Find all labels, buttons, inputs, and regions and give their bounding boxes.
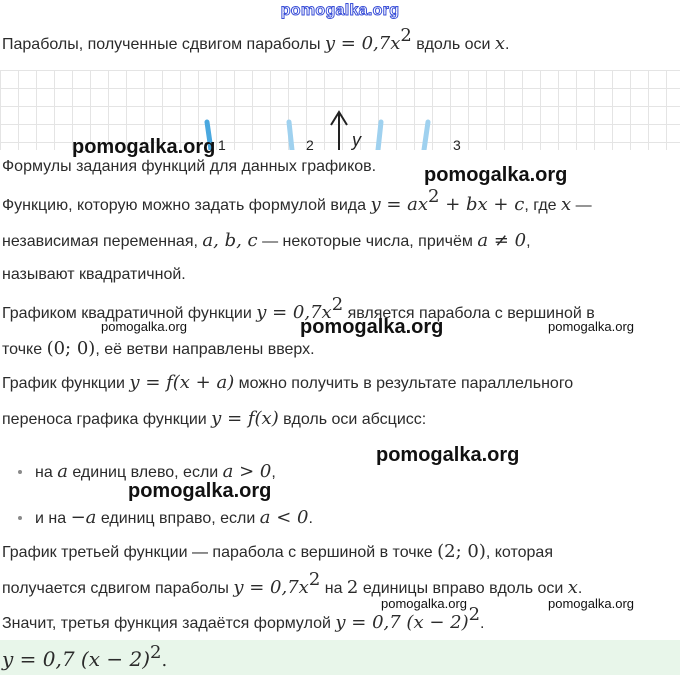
third-vertex: (2; 0) (437, 541, 486, 562)
def-condition: a ≠ 0 (477, 230, 527, 251)
site-header-logo[interactable]: pomogalka.org (280, 2, 400, 19)
watermark: pomogalka.org (376, 444, 520, 466)
bullet-2-condition: a < 0 (259, 507, 309, 528)
definition-line-3: называют квадратичной. (2, 266, 186, 283)
third-text-6: . (577, 580, 583, 597)
shift-text-2: можно получить в результате параллельного (234, 375, 574, 392)
graph-label-3: 3 (453, 137, 461, 150)
answer-formula: y = 0,7 (x − 2) (2, 647, 151, 671)
bullet-item-2 (35, 507, 313, 528)
answer-line (2, 642, 168, 671)
bullet-2-var: −a (70, 507, 97, 528)
third-text-1: График третьей функции — парабола с вершиной в точке (2, 544, 438, 561)
third-text-7: Значит, третья функция задаётся формулой (2, 615, 336, 632)
intro-axis: x (494, 33, 506, 54)
third-text-3: получается сдвигом параболы (2, 580, 234, 597)
bullet-dot-1 (18, 470, 22, 474)
third-shift-amount: 2 (346, 577, 359, 598)
definition-line-2 (2, 230, 531, 251)
answer-box (0, 640, 680, 675)
graph-label-2: 2 (306, 137, 314, 150)
parabola-3-branch (424, 122, 428, 150)
shift-line-2 (2, 408, 426, 429)
def-exponent: 2 (428, 186, 440, 207)
bullet-2-text-1: и на (35, 510, 71, 527)
def-coefficients: a, b, c (202, 230, 258, 251)
def-text-5: — некоторые числа, причём (257, 233, 478, 250)
third-text-4: на (320, 580, 347, 597)
watermark: pomogalka.org (548, 596, 634, 611)
third-formula: y = 0,7x (233, 577, 309, 598)
fact-text-2: является парабола с вершиной в (343, 305, 595, 322)
bullet-1-text-2: единиц влево, если (67, 464, 223, 481)
parabola-2-right-branch (378, 122, 381, 150)
shift-text-1: График функции (2, 375, 130, 392)
third-result-exponent: 2 (468, 604, 481, 625)
intro-formula: y = 0,7x (324, 33, 401, 54)
def-formula-1: y = ax (370, 194, 429, 215)
parabola-2-left-branch (289, 122, 292, 150)
third-exponent: 2 (308, 569, 321, 590)
watermark: pomogalka.org (424, 164, 568, 186)
watermark: pomogalka.org (128, 480, 272, 502)
watermark: pomogalka.org (72, 136, 216, 158)
third-line-1 (2, 541, 553, 562)
shift-formula-2: y = f(x) (211, 408, 279, 429)
watermark: pomogalka.org (300, 316, 444, 338)
intro-text: Параболы, полученные сдвигом параболы (2, 36, 325, 53)
def-variable: x (561, 194, 572, 215)
answer-exponent: 2 (150, 642, 162, 663)
intro-line (2, 25, 510, 54)
third-line-2 (2, 569, 583, 598)
shift-text-3: переноса графика функции (2, 411, 212, 428)
bullet-1-condition: a > 0 (222, 461, 272, 482)
bullet-2-text-2: единиц вправо, если (96, 510, 260, 527)
fact-text-1: Графиком квадратичной функции (2, 305, 257, 322)
def-text-4: независимая переменная, (2, 233, 203, 250)
fact-exponent: 2 (331, 294, 344, 315)
shift-formula-1: y = f(x + a) (129, 372, 235, 393)
bullet-2-text-3: . (308, 510, 313, 527)
def-text-2: , где (524, 197, 561, 214)
fact-vertex: (0; 0) (46, 338, 96, 359)
section-title: Формулы задания функций для данных графиков. (2, 158, 377, 175)
intro-exponent: 2 (400, 25, 412, 46)
bullet-item-1 (35, 461, 276, 482)
fact-text-3: точке (2, 341, 47, 358)
graph-fact-line-2 (2, 338, 315, 359)
graph-label-y: y (352, 130, 361, 150)
answer-period: . (161, 650, 168, 671)
third-line-3 (2, 604, 485, 633)
third-result-formula: y = 0,7 (x − 2) (335, 612, 469, 633)
bullet-1-var: a (57, 461, 68, 482)
third-text-5: единицы вправо вдоль оси (358, 580, 568, 597)
fact-formula: y = 0,7x (256, 302, 332, 323)
def-formula-2: + bx + c (439, 194, 525, 215)
intro-text-middle: вдоль оси (411, 36, 495, 53)
bullet-dot-2 (18, 516, 22, 520)
fact-text-4: , её ветви направлены вверх. (95, 341, 315, 358)
bullet-1-text-3: , (271, 464, 276, 481)
watermark: pomogalka.org (101, 319, 187, 334)
graph-fact-line-1 (2, 294, 595, 323)
shift-line-1 (2, 372, 573, 393)
intro-period: . (505, 36, 510, 53)
def-text-1: Функцию, которую можно задать формулой вида (2, 197, 371, 214)
graph-label-1: 1 (218, 137, 226, 150)
third-axis: x (567, 577, 578, 598)
third-text-2: , которая (485, 544, 553, 561)
def-text-6: , (526, 233, 531, 250)
shift-text-4: вдоль оси абсцисс: (278, 411, 427, 428)
third-text-8: . (480, 615, 485, 632)
definition-line-1 (2, 186, 592, 215)
def-text-3: — (571, 197, 592, 214)
watermark: pomogalka.org (548, 319, 634, 334)
watermark: pomogalka.org (381, 596, 467, 611)
bullet-1-text-1: на (35, 464, 58, 481)
